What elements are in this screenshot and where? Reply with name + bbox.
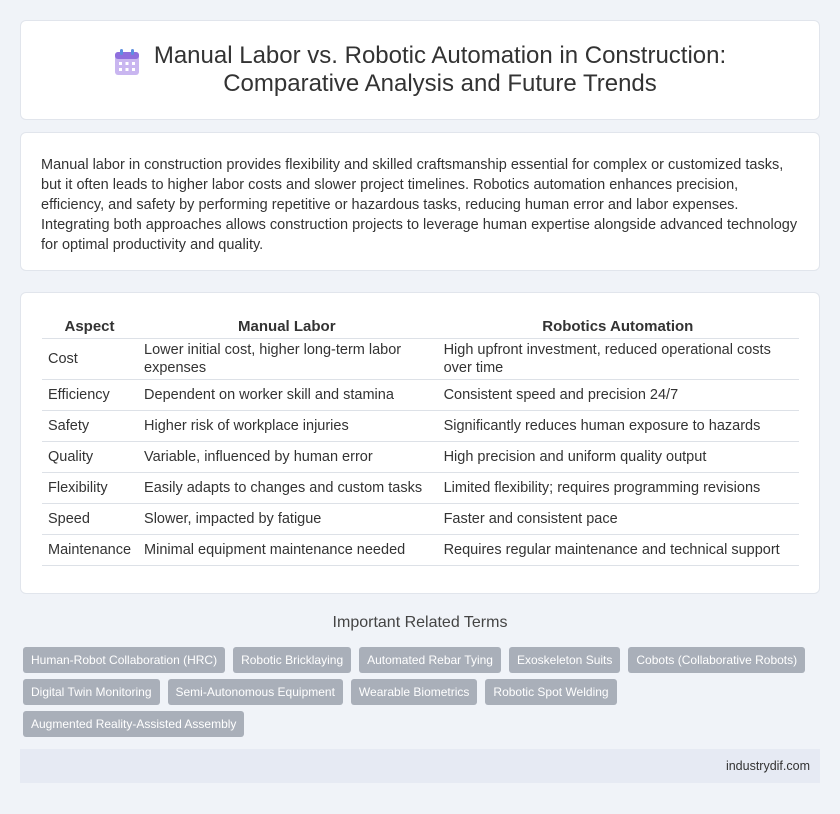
cell-aspect: Quality [42, 441, 137, 472]
tag-robotic-bricklaying[interactable]: Robotic Bricklaying [233, 647, 351, 673]
title-card [20, 20, 820, 120]
cell-robotics: Limited flexibility; requires programming revisions [437, 472, 799, 503]
tag-human-robot-collaboration[interactable]: Human-Robot Collaboration (HRC) [23, 647, 225, 673]
table-row [42, 338, 799, 379]
tag-automated-rebar-tying[interactable]: Automated Rebar Tying [359, 647, 501, 673]
header-aspect: Aspect [42, 309, 137, 338]
cell-manual: Slower, impacted by fatigue [137, 503, 437, 534]
table-row [42, 441, 799, 472]
cell-aspect: Efficiency [42, 379, 137, 410]
header-robotics-automation: Robotics Automation [437, 309, 799, 338]
footer-site-link[interactable]: industrydif.com [725, 759, 810, 773]
summary-card [20, 132, 820, 271]
cell-robotics: Consistent speed and precision 24/7 [437, 379, 799, 410]
cell-manual: Dependent on worker skill and stamina [137, 379, 437, 410]
tag-wearable-biometrics[interactable]: Wearable Biometrics [351, 679, 477, 705]
calendar-icon [114, 48, 140, 76]
page-title-line-1: Manual Labor vs. Robotic Automation in Construction: [153, 42, 727, 69]
cell-manual: Higher risk of workplace injuries [137, 410, 437, 441]
tag-cobots[interactable]: Cobots (Collaborative Robots) [628, 647, 805, 673]
cell-manual: Variable, influenced by human error [137, 441, 437, 472]
cell-aspect: Maintenance [42, 534, 137, 565]
table-row [42, 472, 799, 503]
table-row [42, 534, 799, 565]
tag-robotic-spot-welding[interactable]: Robotic Spot Welding [485, 679, 616, 705]
page-title-line-2: Comparative Analysis and Future Trends [223, 70, 657, 97]
comparison-table-card [20, 292, 820, 594]
table-row [42, 410, 799, 441]
related-terms-title: Important Related Terms [332, 614, 508, 631]
cell-robotics: High upfront investment, reduced operational costs over time [437, 338, 799, 379]
cell-aspect: Cost [42, 338, 137, 379]
cell-manual: Easily adapts to changes and custom tasks [137, 472, 437, 503]
tag-exoskeleton-suits[interactable]: Exoskeleton Suits [509, 647, 620, 673]
table-row [42, 503, 799, 534]
related-terms-tags [23, 647, 823, 737]
cell-aspect: Safety [42, 410, 137, 441]
tag-digital-twin-monitoring[interactable]: Digital Twin Monitoring [23, 679, 160, 705]
cell-manual: Minimal equipment maintenance needed [137, 534, 437, 565]
table-row [42, 379, 799, 410]
table-header-row [42, 309, 799, 338]
cell-robotics: Requires regular maintenance and technical support [437, 534, 799, 565]
cell-manual: Lower initial cost, higher long-term labor expenses [137, 338, 437, 379]
header-manual-labor: Manual Labor [137, 309, 437, 338]
cell-robotics: Faster and consistent pace [437, 503, 799, 534]
page-title [154, 42, 726, 98]
summary-text: Manual labor in construction provides flexibility and skilled craftsmanship essential for complex or customized tasks, but it often leads to higher labor costs and slower project timelines. Robotics automation enhances precision, efficiency, and safety by performing repetitive or hazardous tasks, reducing human error and labor expenses. Integrating both approaches allows construction projects to leverage human expertise alongside advanced technology for optimal productivity and quality. [41, 157, 798, 253]
tag-semi-autonomous-equipment[interactable]: Semi-Autonomous Equipment [168, 679, 343, 705]
comparison-table [42, 309, 799, 566]
cell-aspect: Flexibility [42, 472, 137, 503]
tag-augmented-reality-assembly[interactable]: Augmented Reality-Assisted Assembly [23, 711, 244, 737]
cell-robotics: Significantly reduces human exposure to hazards [437, 410, 799, 441]
cell-aspect: Speed [42, 503, 137, 534]
footer [20, 749, 820, 783]
cell-robotics: High precision and uniform quality output [437, 441, 799, 472]
